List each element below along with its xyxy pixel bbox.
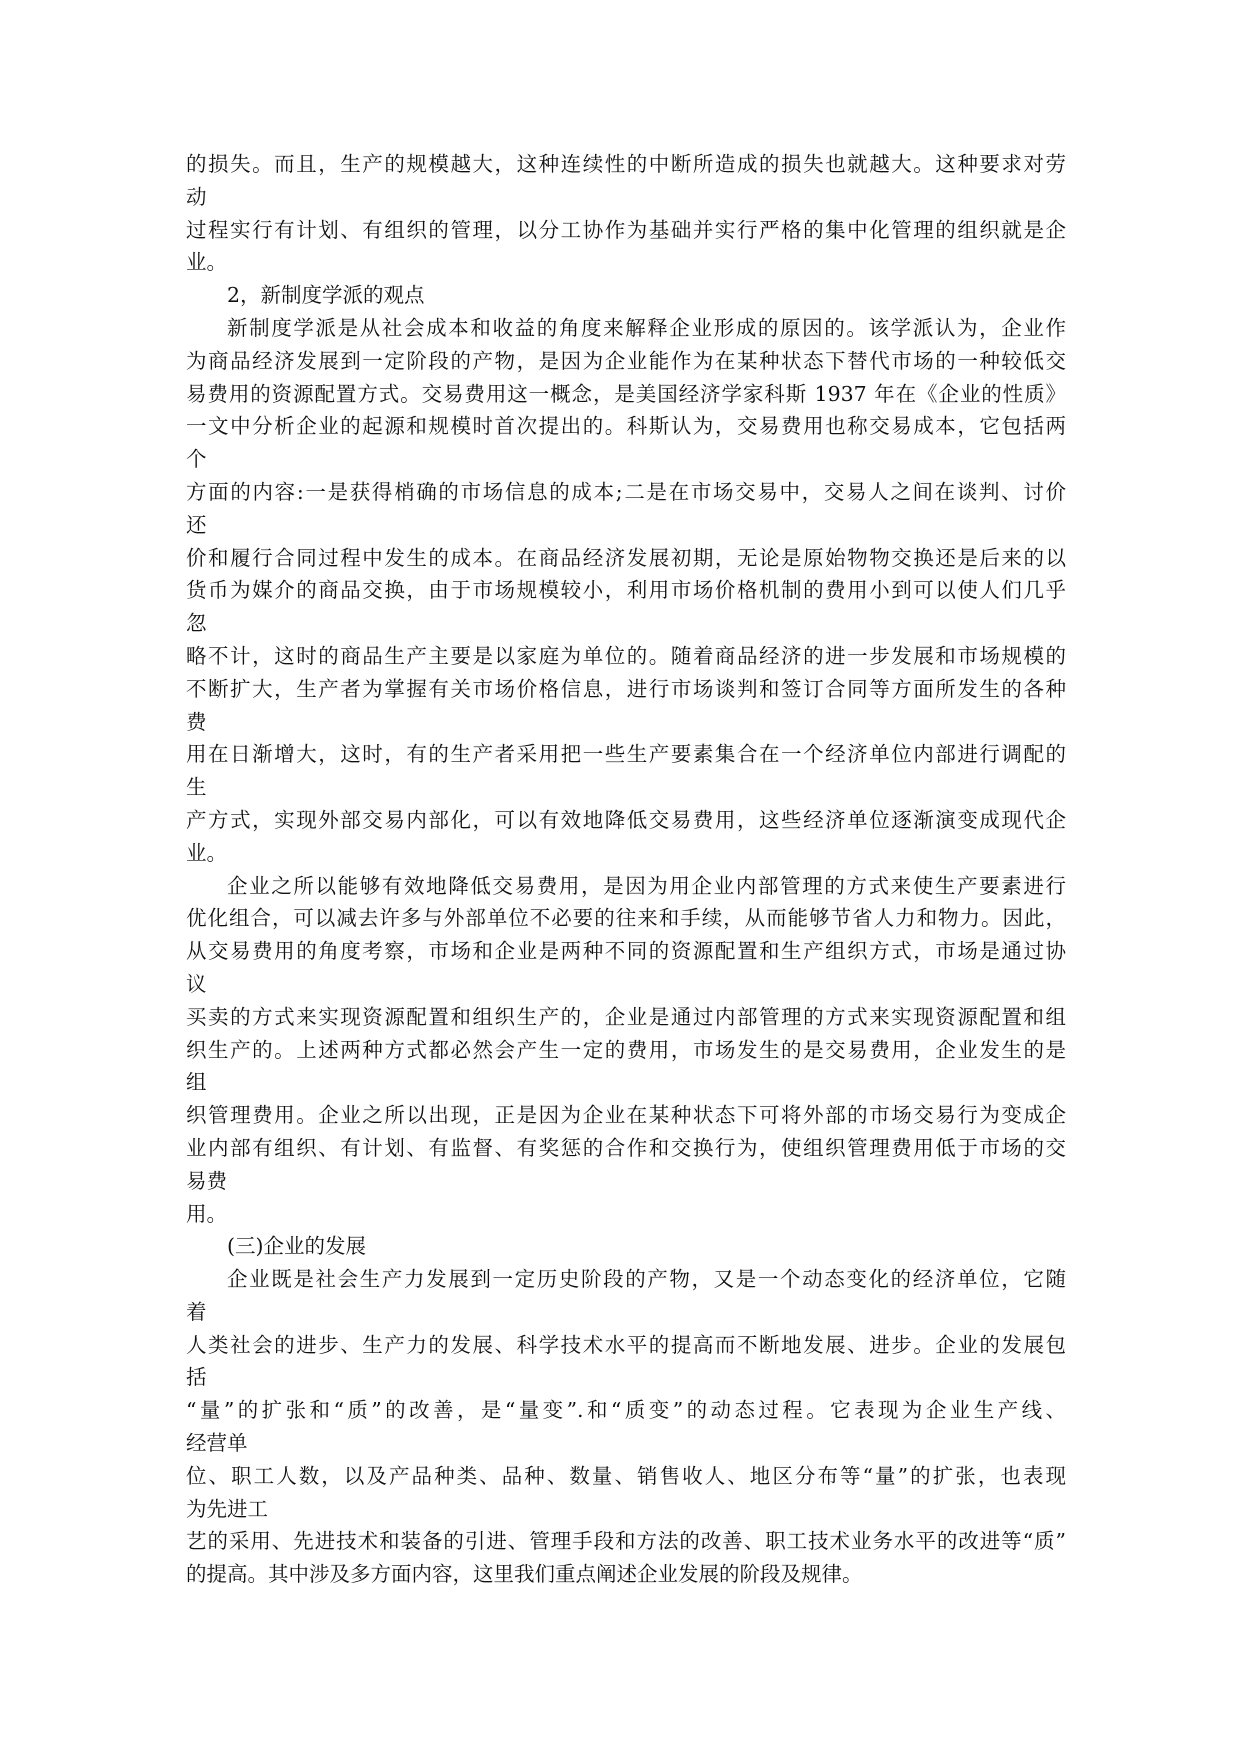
- text-line: 艺的采用、先进技术和装备的引进、管理手段和方法的改善、职工技术业务水平的改进等“质”: [186, 1529, 1066, 1554]
- text-line: 为商品经济发展到一定阶段的产物，是因为企业能作为在某种状态下替代市场的一种较低交: [186, 348, 1066, 373]
- text-line: 组: [186, 1070, 207, 1095]
- text-line: 生: [186, 775, 207, 800]
- text-line: 为先进工: [186, 1496, 268, 1521]
- text-line: 费: [186, 709, 207, 734]
- text-line: 企业之所以能够有效地降低交易费用，是因为用企业内部管理的方式来使生产要素进行: [227, 873, 1066, 898]
- text-line: 优化组合，可以减去许多与外部单位不必要的往来和手续，从而能够节省人力和物力。因此，: [186, 906, 1066, 931]
- text-line: 位、职工人数，以及产品种类、品种、数量、销售收人、地区分布等“量”的扩张，也表现: [186, 1463, 1066, 1488]
- text-line: 忽: [186, 611, 207, 636]
- text-line: 业。: [186, 840, 227, 865]
- text-line: 方面的内容:一是获得梢确的市场信息的成本;二是在市场交易中，交易人之间在谈判、讨价: [186, 479, 1066, 504]
- text-line: 织管理费用。企业之所以出现，正是因为企业在某种状态下可将外部的市场交易行为变成企: [186, 1103, 1066, 1128]
- text-line: 括: [186, 1365, 207, 1390]
- text-line: 业内部有组织、有计划、有监督、有奖惩的合作和交换行为，使组织管理费用低于市场的交: [186, 1135, 1066, 1160]
- text-line: 个: [186, 447, 207, 472]
- text-line: 产方式，实现外部交易内部化，可以有效地降低交易费用，这些经济单位逐渐演变成现代企: [186, 807, 1066, 832]
- text-line: 价和履行合同过程中发生的成本。在商品经济发展初期，无论是原始物物交换还是后来的以: [186, 545, 1066, 570]
- text-line: 用在日渐增大，这时，有的生产者采用把一些生产要素集合在一个经济单位内部进行调配的: [186, 742, 1066, 767]
- text-line: 货币为媒介的商品交换，由于市场规模较小，利用市场价格机制的费用小到可以使人们几乎: [186, 578, 1066, 603]
- text-line: 略不计，这时的商品生产主要是以家庭为单位的。随着商品经济的进一步发展和市场规模的: [186, 643, 1066, 668]
- text-line: 从交易费用的角度考察，市场和企业是两种不同的资源配置和生产组织方式，市场是通过协: [186, 939, 1066, 964]
- text-line: 业。: [186, 250, 227, 275]
- text-line: 过程实行有计划、有组织的管理，以分工协作为基础并实行严格的集中化管理的组织就是企: [186, 217, 1066, 242]
- text-line: 新制度学派是从社会成本和收益的角度来解释企业形成的原因的。该学派认为，企业作: [227, 315, 1066, 340]
- body-text: [186, 148, 1066, 1591]
- text-line: 不断扩大，生产者为掌握有关市场价格信息，进行市场谈判和签订合同等方面所发生的各种: [186, 676, 1066, 701]
- text-line: 织生产的。上述两种方式都必然会产生一定的费用，市场发生的是交易费用，企业发生的是: [186, 1037, 1066, 1062]
- text-line: 的提高。其中涉及多方面内容，这里我们重点阐述企业发展的阶段及规律。: [186, 1562, 863, 1587]
- text-line: 2，新制度学派的观点: [227, 283, 425, 308]
- text-line: 经营单: [186, 1431, 248, 1456]
- text-line: 易费用的资源配置方式。交易费用这一概念，是美国经济学家科斯 1937 年在《企业的性质》: [186, 381, 1066, 406]
- text-line: (三)企业的发展: [227, 1234, 366, 1259]
- text-line: 买卖的方式来实现资源配置和组织生产的，企业是通过内部管理的方式来实现资源配置和组: [186, 1004, 1066, 1029]
- text-line: 一文中分析企业的起源和规模时首次提出的。科斯认为，交易费用也称交易成本，它包括两: [186, 414, 1066, 439]
- text-line: 人类社会的进步、生产力的发展、科学技术水平的提高而不断地发展、进步。企业的发展包: [186, 1332, 1066, 1357]
- text-line: “量”的扩张和“质”的改善，是“量变”.和“质变”的动态过程。它表现为企业生产线、: [186, 1398, 1066, 1423]
- text-line: 企业既是社会生产力发展到一定历史阶段的产物，又是一个动态变化的经济单位，它随: [227, 1267, 1066, 1292]
- text-line: 议: [186, 971, 207, 996]
- text-line: 还: [186, 512, 207, 537]
- text-line: 动: [186, 184, 207, 209]
- text-line: 用。: [186, 1201, 227, 1226]
- text-line: 易费: [186, 1168, 227, 1193]
- text-line: 的损失。而且，生产的规模越大，这种连续性的中断所造成的损失也就越大。这种要求对劳: [186, 152, 1066, 176]
- text-line: 着: [186, 1299, 207, 1324]
